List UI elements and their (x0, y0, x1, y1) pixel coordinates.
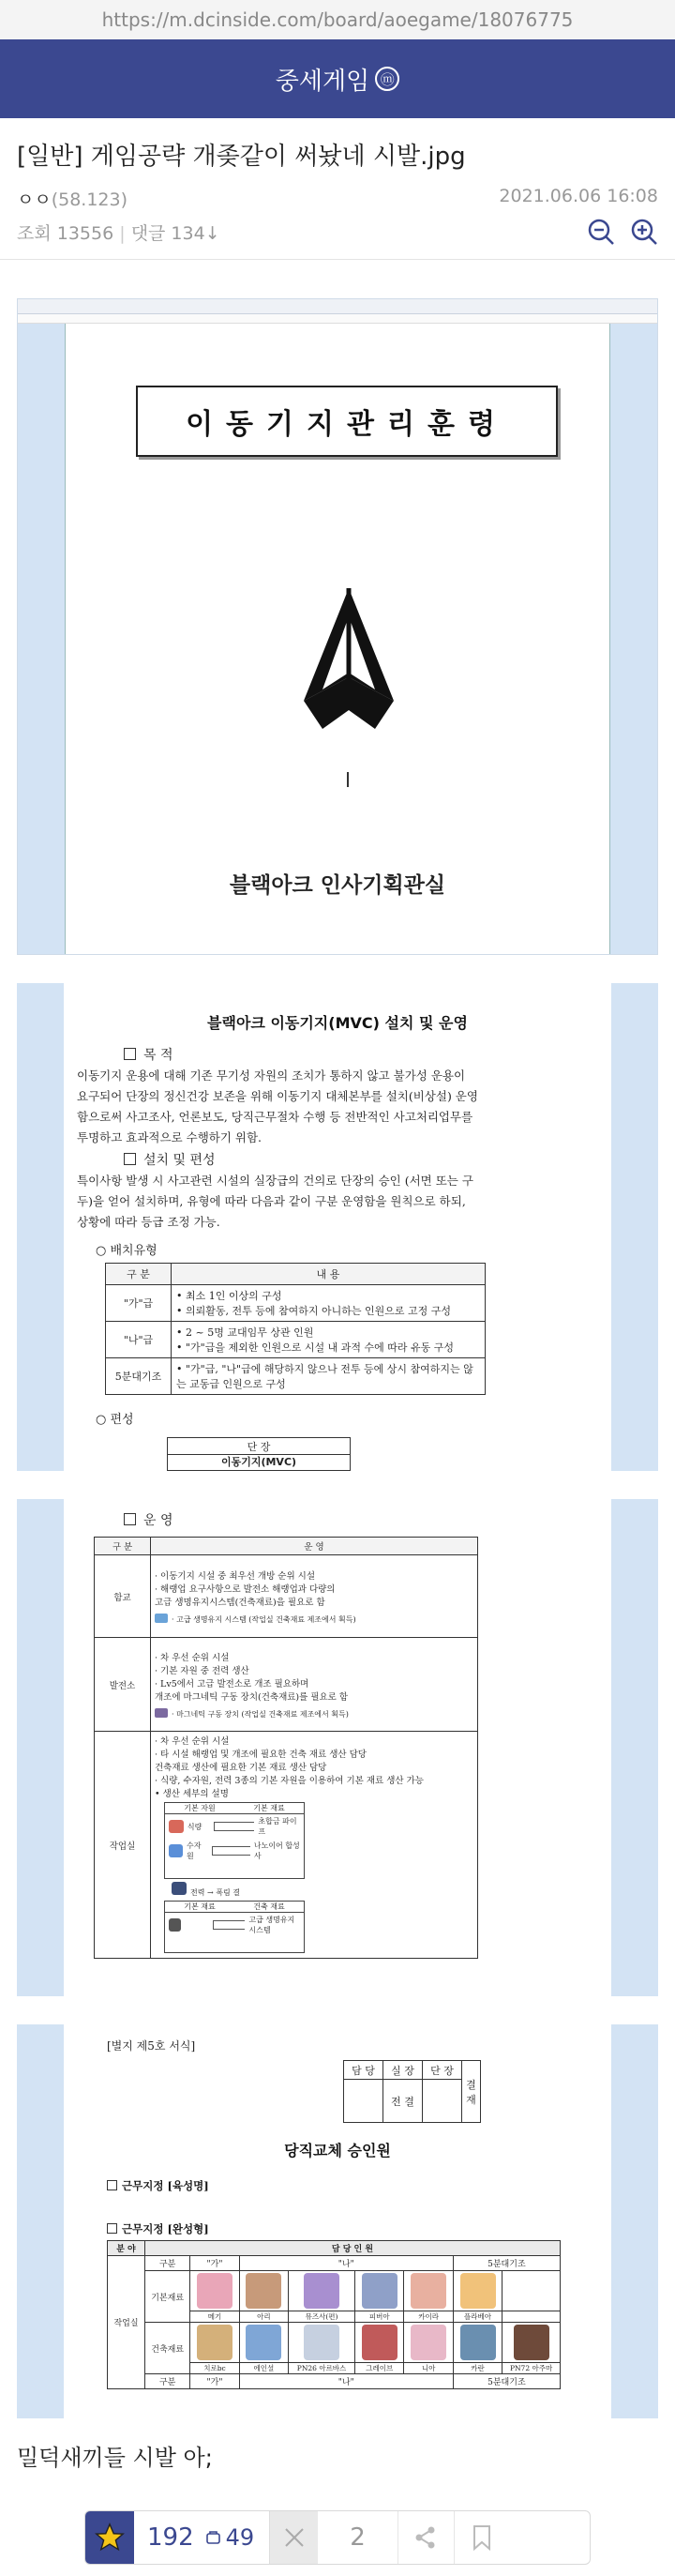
post-image-4[interactable] (17, 2024, 658, 2418)
recommend-count: 192 (147, 2523, 194, 2552)
system-item-icon (155, 1614, 168, 1623)
post-image-2[interactable] (17, 983, 658, 1471)
close-x-icon (269, 2511, 318, 2564)
material-icon (169, 1918, 181, 1932)
table-row: 치로bc 에인셜 PN26 아르바스 그레이브 니아 카란 PN72 아주마 (108, 2363, 561, 2374)
zoom-in-icon[interactable] (630, 218, 658, 246)
zoom-out-icon[interactable] (587, 218, 615, 246)
org-chart-box: 단 장 이동기지(MVC) (167, 1437, 351, 1471)
editor-ruler (18, 314, 657, 324)
document-page (64, 1499, 611, 1996)
post-date: 2021.06.06 16:08 (499, 186, 658, 206)
post-title: [일반] 게임공략 개좆같이 써놨네 시발.jpg (17, 143, 466, 171)
recommend-bar (84, 2510, 591, 2565)
post-image-1[interactable] (17, 298, 658, 955)
deployment-table (105, 1263, 486, 1395)
table-row: 건축재료 (108, 2323, 561, 2363)
bookmark-button[interactable] (454, 2511, 510, 2564)
author-name[interactable]: ㅇㅇ (17, 189, 52, 210)
document-heading: 블랙아크 이동기지(MVC) 설치 및 운영 (207, 1014, 468, 1032)
post-body-text: 밀덕새끼들 시발 아; (17, 2445, 213, 2471)
comment-count-link[interactable]: 댓글 134↓ (130, 222, 220, 244)
post-author-row (17, 186, 658, 212)
table-header: 내 용 (172, 1264, 486, 1285)
arrow-icon (212, 1846, 250, 1856)
document-title: 이동기지관리훈령 (136, 386, 558, 457)
resource-chart: 기본 자원 기본 재료 식량 초합금 파이프 수자원 나노이어 합성사 (164, 1802, 305, 1879)
recommend-button[interactable] (85, 2511, 269, 2564)
section-operation: 운 영 (124, 1510, 173, 1529)
subsection-type: ○ 배치유형 (96, 1244, 158, 1258)
page-margin-left (17, 1499, 64, 1996)
minor-gallery-badge-icon: ⓜ (375, 67, 399, 91)
table-row: 메기 아리 뮤즈사(편) 피버아 카이라 플라베아 (108, 2311, 561, 2323)
downvote-count: 2 (350, 2523, 366, 2552)
page-margin-right (610, 324, 657, 954)
portrait-icon (514, 2325, 549, 2360)
approval-sign-table: 담 당 실 장 단 장 결 재 전 결 (343, 2060, 481, 2123)
power-icon (172, 1882, 187, 1895)
facility-table (94, 1537, 478, 1959)
bookmark-icon (472, 2524, 492, 2551)
gallery-header (0, 39, 675, 118)
page-margin-left (17, 2024, 64, 2418)
document-page (64, 983, 611, 1471)
fixed-recommend-count: 49 (225, 2524, 255, 2551)
table-header: 운 영 (151, 1538, 478, 1555)
share-icon (412, 2524, 439, 2551)
post-image-3[interactable] (17, 1499, 658, 1996)
arrow-icon (213, 1920, 246, 1930)
material-chart: 기본 재료 건축 재료 고급 생명유지 시스템 (164, 1901, 305, 1953)
section-setup: 설치 및 편성 (124, 1150, 216, 1169)
portrait-icon (460, 2325, 496, 2360)
page-margin-left (17, 983, 64, 1471)
document-page (64, 2024, 611, 2418)
blackark-logo-icon (285, 579, 412, 738)
table-row: 5분대기조 • "가"급, "나"급에 해당하지 않으나 전투 등에 상시 참여하지는 않는 교동급 인원으로 구성 (106, 1358, 486, 1395)
address-bar[interactable] (0, 0, 675, 39)
page-margin-right (611, 1499, 658, 1996)
fixed-recommend-icon (205, 2529, 222, 2546)
arrow-down-icon: ↓ (204, 222, 220, 244)
portrait-icon (197, 2325, 232, 2360)
portrait-icon (460, 2273, 496, 2309)
purpose-text: 이동기지 운용에 대해 기존 무기성 자원의 조치가 통하지 않고 불가성 운용이 요구되어 단장의 정신건강 보존을 위해 이동기지 대체본부를 설치(비상설) 운영함으로써 사고조사, 언론보도, 당직근무절차 수행 등 전반적인 사고처리업무를 투명하고 효과적으로 수행하기 위함. (77, 1068, 478, 1144)
page-margin-left (18, 324, 65, 954)
portrait-icon (362, 2325, 398, 2360)
document-organization: 블랙아크 인사기획관실 (229, 873, 446, 898)
checkbox-complete: 근무지정 [완성형] (107, 2221, 209, 2236)
gallery-name[interactable]: 중세게임 (275, 67, 370, 96)
form-label: [별지 제5호 서식] (107, 2039, 196, 2053)
setup-text: 특이사항 발생 시 사고관련 시설의 실장급의 건의로 단장의 승인 (서면 또는 구두)을 얻어 설치하며, 유형에 따라 다음과 같이 구분 운영함을 원칙으로 하되, 상황에 따라 등급 조정 가능. (77, 1174, 473, 1229)
portrait-icon (304, 2273, 339, 2309)
food-icon (169, 1820, 184, 1833)
portrait-icon (197, 2273, 232, 2309)
author-ip: (58.123) (51, 189, 128, 210)
checkbox-training: 근무지정 [육성명] (107, 2178, 209, 2193)
form-title: 당직교체 승인원 (284, 2142, 391, 2159)
subsection-org: ○ 편성 (96, 1413, 134, 1427)
portrait-icon (411, 2273, 446, 2309)
star-icon (85, 2511, 134, 2564)
portrait-icon (304, 2325, 339, 2360)
fixed-recommend (205, 2524, 270, 2551)
table-header: 구 분 (95, 1538, 151, 1555)
table-row: 함교 · 이동기지 시설 중 최우선 개방 순위 시설 · 해랭업 요구사항으로 발전소 해랭업과 다량의 고급 생명유지시스템(건축재료)을 필요로 함 · 고급 생명유지 시스템 (작업실 건축재료 제조에서 획득) (95, 1555, 478, 1638)
portrait-icon (246, 2273, 281, 2309)
portrait-icon (411, 2325, 446, 2360)
text-cursor (347, 772, 349, 787)
divider (0, 259, 675, 260)
page-margin-right (611, 983, 658, 1471)
document-page (65, 324, 610, 954)
table-row: 기본재료 (108, 2271, 561, 2311)
editor-toolbar (18, 299, 657, 314)
share-button[interactable] (398, 2511, 454, 2564)
portrait-icon (362, 2273, 398, 2309)
portrait-icon (246, 2325, 281, 2360)
table-row: 발전소 · 차 우선 순위 시설 · 기본 자원 중 전력 생산 · Lv5에서 고급 발전소로 개조 필요하며 개조에 마그네틱 구동 장치(건축재료)를 필요로 함 · 마그네틱 구동 장치 (작업실 건축재료 제조에서 획득) (95, 1638, 478, 1732)
table-header: 구 분 (106, 1264, 172, 1285)
water-icon (169, 1844, 183, 1857)
arrow-icon (214, 1822, 255, 1831)
table-row: "가"급 • 최소 1인 이상의 구성 • 의뢰활동, 전투 등에 참여하지 아니하는 인원으로 고정 구성 (106, 1285, 486, 1322)
view-count: 조회 13556 (17, 222, 114, 244)
staff-table: 분 야 담 당 인 원 작업실 구분 "가" "나" 5분대기조 기본재료 메기 아리 뮤즈사(편) 피버아 카이라 플라베아 건축재료 치로bc 에인셜 PN26 아르바스 그레이브 니아 카란 PN72 아주마 구분 "가" "나" 5분대기조 (107, 2240, 561, 2389)
table-row: "나"급 • 2 ~ 5명 교대임무 상관 인원 • "가"급을 제외한 인원으로 시설 내 과적 수에 따라 유동 구성 (106, 1322, 486, 1358)
magnetic-device-icon (155, 1708, 168, 1718)
page-margin-right (611, 2024, 658, 2418)
post-stats-row: 조회 13556 | 댓글 134↓ (17, 218, 658, 246)
section-purpose: 목 적 (124, 1045, 173, 1064)
table-row: 작업실 · 차 우선 순위 시설 · 타 시설 해랭업 및 개조에 필요한 건축 재료 생산 담당 건축재료 생산에 필요한 기본 재료 생산 담당 · 식량, 수자원, 전력 3종의 기본 자원을 이용하여 기본 재료 생산 가능 • 생산 세부의 설명 기본 자원 기본 재료 식량 초합금 파이프 수자원 나노이어 합성사 전력 → 폭림 결 기본 재료 건축 재료 고급 생명유지 시스템 (95, 1732, 478, 1959)
downvote-button[interactable] (269, 2511, 398, 2564)
url-text: https://m.dcinside.com/board/aoegame/18076775 (101, 8, 574, 31)
